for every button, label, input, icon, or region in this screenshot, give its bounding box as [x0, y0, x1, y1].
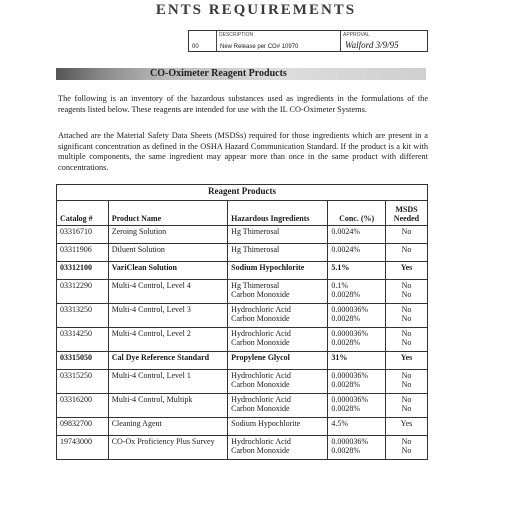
- concentration-line: 0.0028%: [331, 290, 361, 299]
- concentration-line: 31%: [331, 352, 348, 362]
- cell-concentration: [328, 327, 386, 351]
- msds-line: No: [401, 314, 412, 323]
- table-row: [57, 435, 428, 459]
- ingredient-line: Hydrochloric Acid: [231, 304, 291, 314]
- msds-paragraph: Attached are the Material Safety Data Sheets (MSDSs) required for those ingredients which are present in a significant concentration as defined in the OSHA Hazard Communication Standard. If the product is a kit with multiple components, the same ingredient may appear more than once in the same product with different concentrations.: [58, 131, 428, 172]
- cell-product-name: Multi-4 Control, Level 4: [108, 279, 227, 303]
- msds-line: No: [401, 290, 412, 299]
- cell-concentration: [328, 303, 386, 327]
- msds-line: No: [401, 244, 412, 254]
- table-row: [57, 351, 428, 369]
- concentration-line: 5.1%: [331, 262, 350, 272]
- cell-product-name: Zeroing Solution: [108, 225, 227, 243]
- msds-line: No: [401, 280, 412, 290]
- ingredient-line: Hydrochloric Acid: [231, 394, 291, 404]
- ingredient-line: Hg Thimerosal: [231, 244, 280, 254]
- msds-line: No: [401, 404, 412, 413]
- cell-msds: [385, 369, 427, 393]
- cell-concentration: [328, 417, 386, 435]
- msds-line: No: [401, 436, 412, 446]
- cell-ingredients: [228, 243, 328, 261]
- cell-product-name: Multi-4 Control, Level 1: [108, 369, 227, 393]
- ingredient-line: Hydrochloric Acid: [231, 370, 291, 380]
- concentration-line: 0.000036%: [331, 304, 369, 314]
- table-row: [57, 243, 428, 261]
- ingredient-line: Carbon Monoxide: [231, 446, 290, 455]
- cell-catalog: 03316710: [57, 225, 109, 243]
- cell-msds: [385, 327, 427, 351]
- cell-product-name: Multi-4 Control, Level 2: [108, 327, 227, 351]
- cell-catalog: 03312100: [57, 261, 109, 279]
- cell-product-name: Multi-4 Control, Level 3: [108, 303, 227, 327]
- cell-catalog: 03311906: [57, 243, 109, 261]
- msds-line: No: [401, 226, 412, 236]
- msds-line: No: [401, 380, 412, 389]
- cell-catalog: 03315250: [57, 369, 109, 393]
- concentration-line: 0.000036%: [331, 394, 369, 404]
- reagent-table-wrapper: [56, 184, 428, 460]
- cell-msds: [385, 303, 427, 327]
- revision-block: [188, 30, 428, 52]
- cell-msds: [385, 243, 427, 261]
- cell-product-name: Diluent Solution: [108, 243, 227, 261]
- concentration-line: 0.000036%: [331, 436, 369, 446]
- concentration-line: 0.0028%: [331, 314, 361, 323]
- cell-ingredients: [228, 369, 328, 393]
- cell-catalog: 03316200: [57, 393, 109, 417]
- section-title: CO-Oximeter Reagent Products: [150, 68, 287, 79]
- cell-catalog: 03312290: [57, 279, 109, 303]
- cell-ingredients: [228, 279, 328, 303]
- cell-msds: [385, 435, 427, 459]
- cell-catalog: 03313250: [57, 303, 109, 327]
- ingredient-line: Sodium Hypochlorite: [231, 262, 305, 272]
- ingredient-line: Hg Thimerosal: [231, 280, 280, 290]
- ingredient-line: Hg Thimerosal: [231, 226, 280, 236]
- table-caption: Reagent Products: [56, 184, 428, 200]
- revision-value: 00: [192, 44, 199, 50]
- description-value: New Release per CO# 10970: [220, 44, 299, 50]
- ingredient-line: Propylene Glycol: [231, 352, 290, 362]
- cell-ingredients: [228, 327, 328, 351]
- cell-product-name: Cal Dye Reference Standard: [108, 351, 227, 369]
- col-header-product: Product Name: [108, 200, 227, 225]
- concentration-line: 4.5%: [331, 418, 349, 428]
- ingredient-line: Carbon Monoxide: [231, 314, 290, 323]
- cell-concentration: [328, 351, 386, 369]
- table-row: [57, 261, 428, 279]
- msds-line: No: [401, 328, 412, 338]
- col-header-catalog: Catalog #: [57, 200, 109, 225]
- table-row: [57, 225, 428, 243]
- cell-concentration: [328, 261, 386, 279]
- cell-ingredients: [228, 303, 328, 327]
- ingredient-line: Carbon Monoxide: [231, 290, 290, 299]
- concentration-line: 0.000036%: [331, 370, 369, 380]
- page-header-title: ENTS REQUIREMENTS: [155, 2, 357, 18]
- ingredient-line: Carbon Monoxide: [231, 404, 290, 413]
- concentration-line: 0.0024%: [331, 244, 361, 254]
- description-cell: [217, 31, 341, 51]
- msds-line: No: [401, 370, 412, 380]
- cell-msds: [385, 279, 427, 303]
- table-body: [57, 225, 428, 459]
- cell-concentration: [328, 243, 386, 261]
- cell-product-name: Cleaning Agent: [108, 417, 227, 435]
- cell-ingredients: [228, 261, 328, 279]
- cell-catalog: 19743000: [57, 435, 109, 459]
- approval-signature: Walford 3/9/95: [345, 40, 399, 50]
- table-row: [57, 417, 428, 435]
- msds-line: No: [401, 304, 412, 314]
- table-row: [57, 369, 428, 393]
- approval-cell: [341, 31, 427, 51]
- cell-msds: [385, 351, 427, 369]
- cell-msds: [385, 393, 427, 417]
- cell-msds: [385, 261, 427, 279]
- cell-product-name: CO-Ox Proficiency Plus Survey: [108, 435, 227, 459]
- ingredient-line: Sodium Hypochlorite: [231, 418, 301, 428]
- cell-ingredients: [228, 225, 328, 243]
- col-header-msds: MSDS Needed: [385, 200, 427, 225]
- msds-line: Yes: [400, 418, 413, 428]
- cell-product-name: Multi-4 Control, Multipk: [108, 393, 227, 417]
- msds-line: No: [401, 446, 412, 455]
- cell-msds: [385, 417, 427, 435]
- msds-line: Yes: [400, 352, 413, 362]
- cell-concentration: [328, 225, 386, 243]
- cell-concentration: [328, 369, 386, 393]
- cell-ingredients: [228, 435, 328, 459]
- msds-line: No: [401, 394, 412, 404]
- table-row: [57, 327, 428, 351]
- msds-line: Yes: [400, 262, 413, 272]
- cell-concentration: [328, 435, 386, 459]
- intro-paragraph: The following is an inventory of the hazardous substances used as ingredients in the formulations of the reagents listed below. These reagents are intended for use with the IL CO-Oximeter Systems.: [58, 94, 428, 114]
- cell-concentration: [328, 279, 386, 303]
- ingredient-line: Carbon Monoxide: [231, 380, 290, 389]
- table-row: [57, 393, 428, 417]
- table-row: [57, 279, 428, 303]
- reagent-products-table: [56, 184, 428, 460]
- col-header-conc: Conc. (%): [328, 200, 386, 225]
- concentration-line: 0.0028%: [331, 446, 361, 455]
- cell-ingredients: [228, 417, 328, 435]
- msds-line: No: [401, 338, 412, 347]
- col-header-ingredients: Hazardous Ingredients: [228, 200, 328, 225]
- cell-catalog: 03315050: [57, 351, 109, 369]
- table-row: [57, 303, 428, 327]
- concentration-line: 0.0028%: [331, 380, 361, 389]
- cell-catalog: 03314250: [57, 327, 109, 351]
- description-header: DESCRIPTION: [219, 32, 254, 38]
- cell-ingredients: [228, 351, 328, 369]
- revision-cell: [189, 31, 217, 51]
- ingredient-line: Hydrochloric Acid: [231, 328, 291, 338]
- cell-product-name: VariClean Solution: [108, 261, 227, 279]
- cell-catalog: 09832700: [57, 417, 109, 435]
- concentration-line: 0.1%: [331, 280, 349, 290]
- concentration-line: 0.0028%: [331, 404, 361, 413]
- cell-concentration: [328, 393, 386, 417]
- cell-msds: [385, 225, 427, 243]
- concentration-line: 0.000036%: [331, 328, 369, 338]
- concentration-line: 0.0024%: [331, 226, 361, 236]
- approval-header: APPROVAL: [343, 32, 370, 38]
- concentration-line: 0.0028%: [331, 338, 361, 347]
- ingredient-line: Carbon Monoxide: [231, 338, 290, 347]
- cell-ingredients: [228, 393, 328, 417]
- ingredient-line: Hydrochloric Acid: [231, 436, 291, 446]
